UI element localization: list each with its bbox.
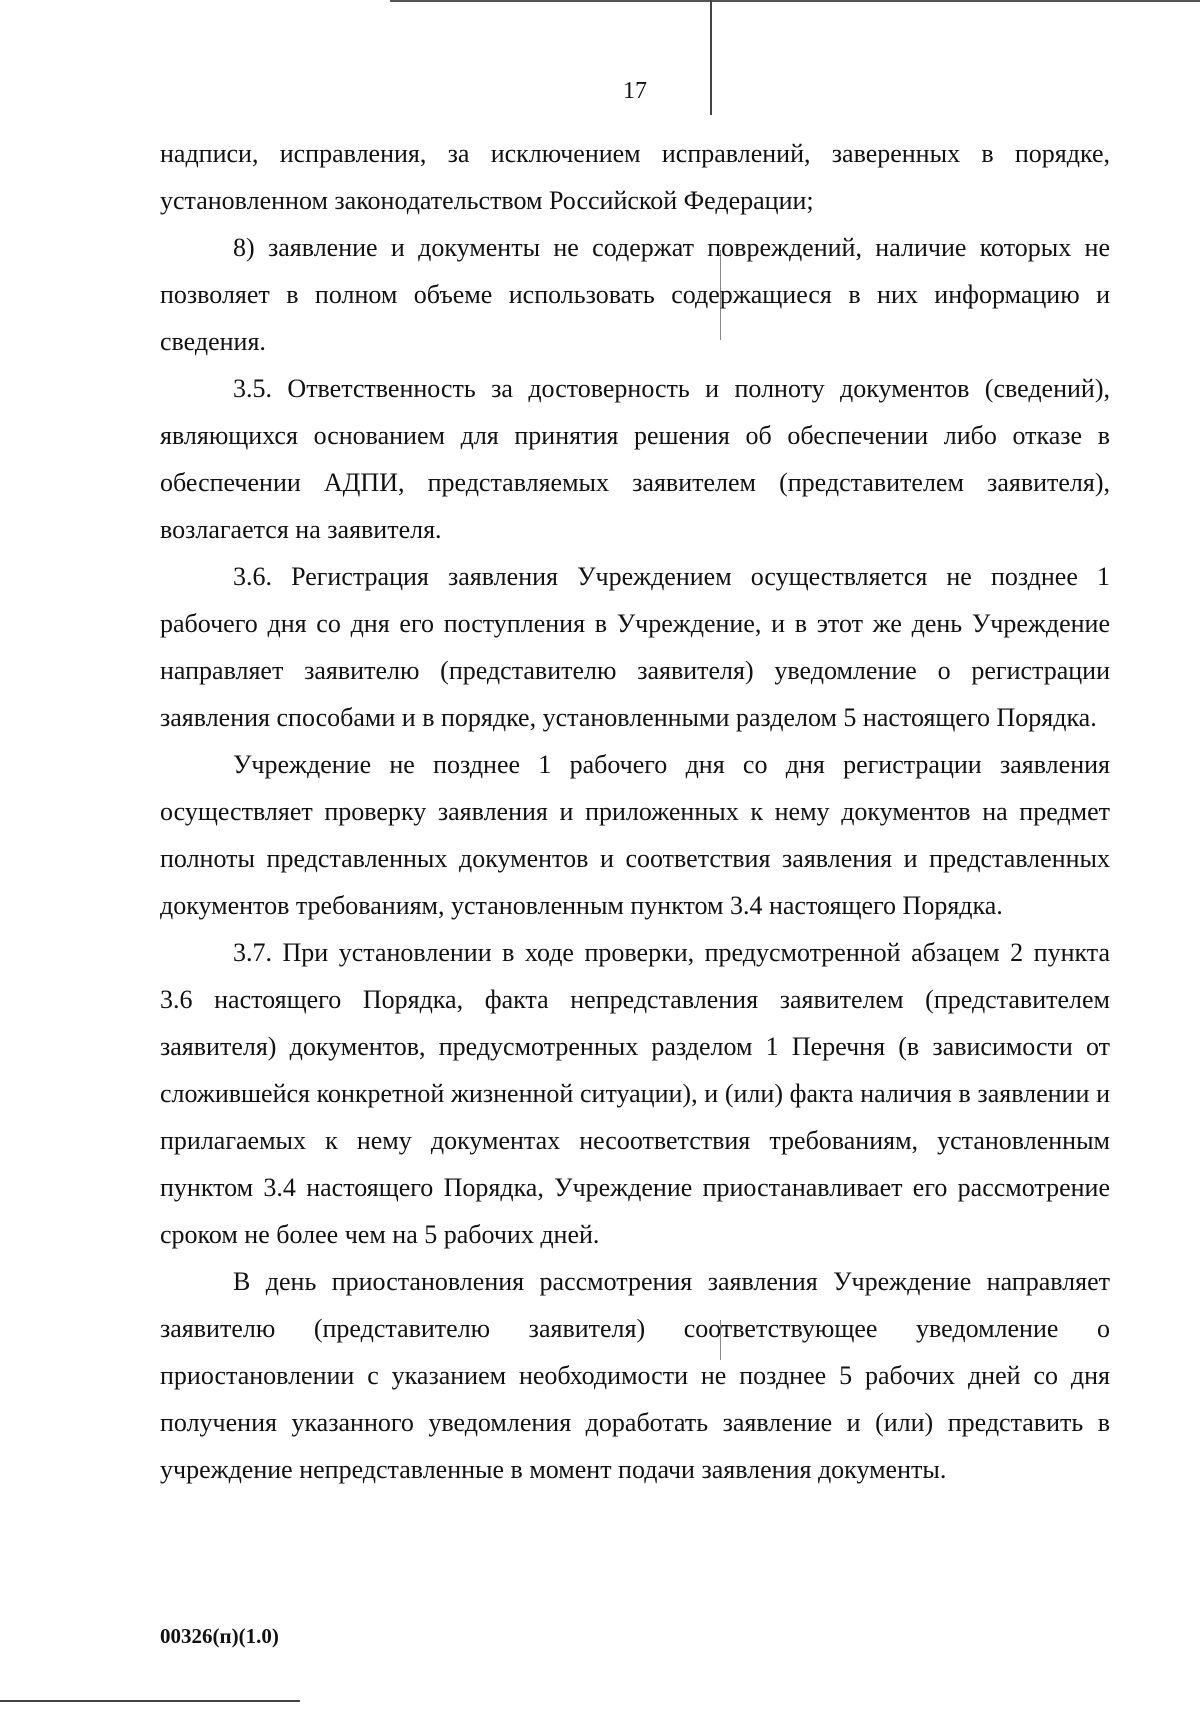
- paragraph-3-7: 3.7. При установлении в ходе проверки, предусмотренной абзацем 2 пункта 3.6 настоящего Порядка, факта непредставления заявителем (представителем заявителя) документов, предусмотренных разделом 1 Перечня (в зависимости от сложившейся конкретной жизненной ситуации), и (или) факта наличия в заявлении и прилагаемых к нему документах несоответствия требованиям, установленным пунктом 3.4 настоящего Порядка, Учреждение приостанавливает его рассмотрение сроком не более чем на 5 рабочих дней.: [160, 938, 1110, 1249]
- scan-edge-line-top: [390, 0, 1200, 2]
- scan-fold-line-vertical: [710, 0, 712, 115]
- document-code: 00326(п)(1.0): [160, 1624, 279, 1648]
- page-number: 17: [623, 78, 647, 104]
- paragraph-3-5: 3.5. Ответственность за достоверность и полноту документов (сведений), являющихся основанием для принятия решения об обеспечении либо отказе в обеспечении АДПИ, представляемых заявителем (представителем заявителя), возлагается на заявителя.: [160, 374, 1110, 544]
- paragraph-item-8: 8) заявление и документы не содержат повреждений, наличие которых не позволяет в полном объеме использовать содержащиеся в них информацию и сведения.: [160, 233, 1110, 356]
- paragraph-continuation: надписи, исправления, за исключением исправлений, заверенных в порядке, установленном законодательством Российской Федерации;: [160, 139, 1110, 215]
- scan-edge-line-bottom: [0, 1700, 300, 1702]
- paragraph-3-6-verification: Учреждение не позднее 1 рабочего дня со дня регистрации заявления осуществляет проверку заявления и приложенных к нему документов на предмет полноты представленных документов и соответствия заявления и представленных документов требованиям, установленным пунктом 3.4 настоящего Порядка.: [160, 750, 1110, 920]
- paragraph-3-7-suspension-notice: В день приостановления рассмотрения заявления Учреждение направляет заявителю (представителю заявителя) соответствующее уведомление о приостановлении с указанием необходимости не позднее 5 рабочих дней со дня получения указанного уведомления доработать заявление и (или) представить в учреждение непредставленные в момент подачи заявления документы.: [160, 1267, 1110, 1484]
- document-body: [160, 130, 1110, 1493]
- paragraph-3-6: 3.6. Регистрация заявления Учреждением осуществляется не позднее 1 рабочего дня со дня его поступления в Учреждение, и в этот же день Учреждение направляет заявителю (представителю заявителя) уведомление о регистрации заявления способами и в порядке, установленными разделом 5 настоящего Порядка.: [160, 562, 1110, 732]
